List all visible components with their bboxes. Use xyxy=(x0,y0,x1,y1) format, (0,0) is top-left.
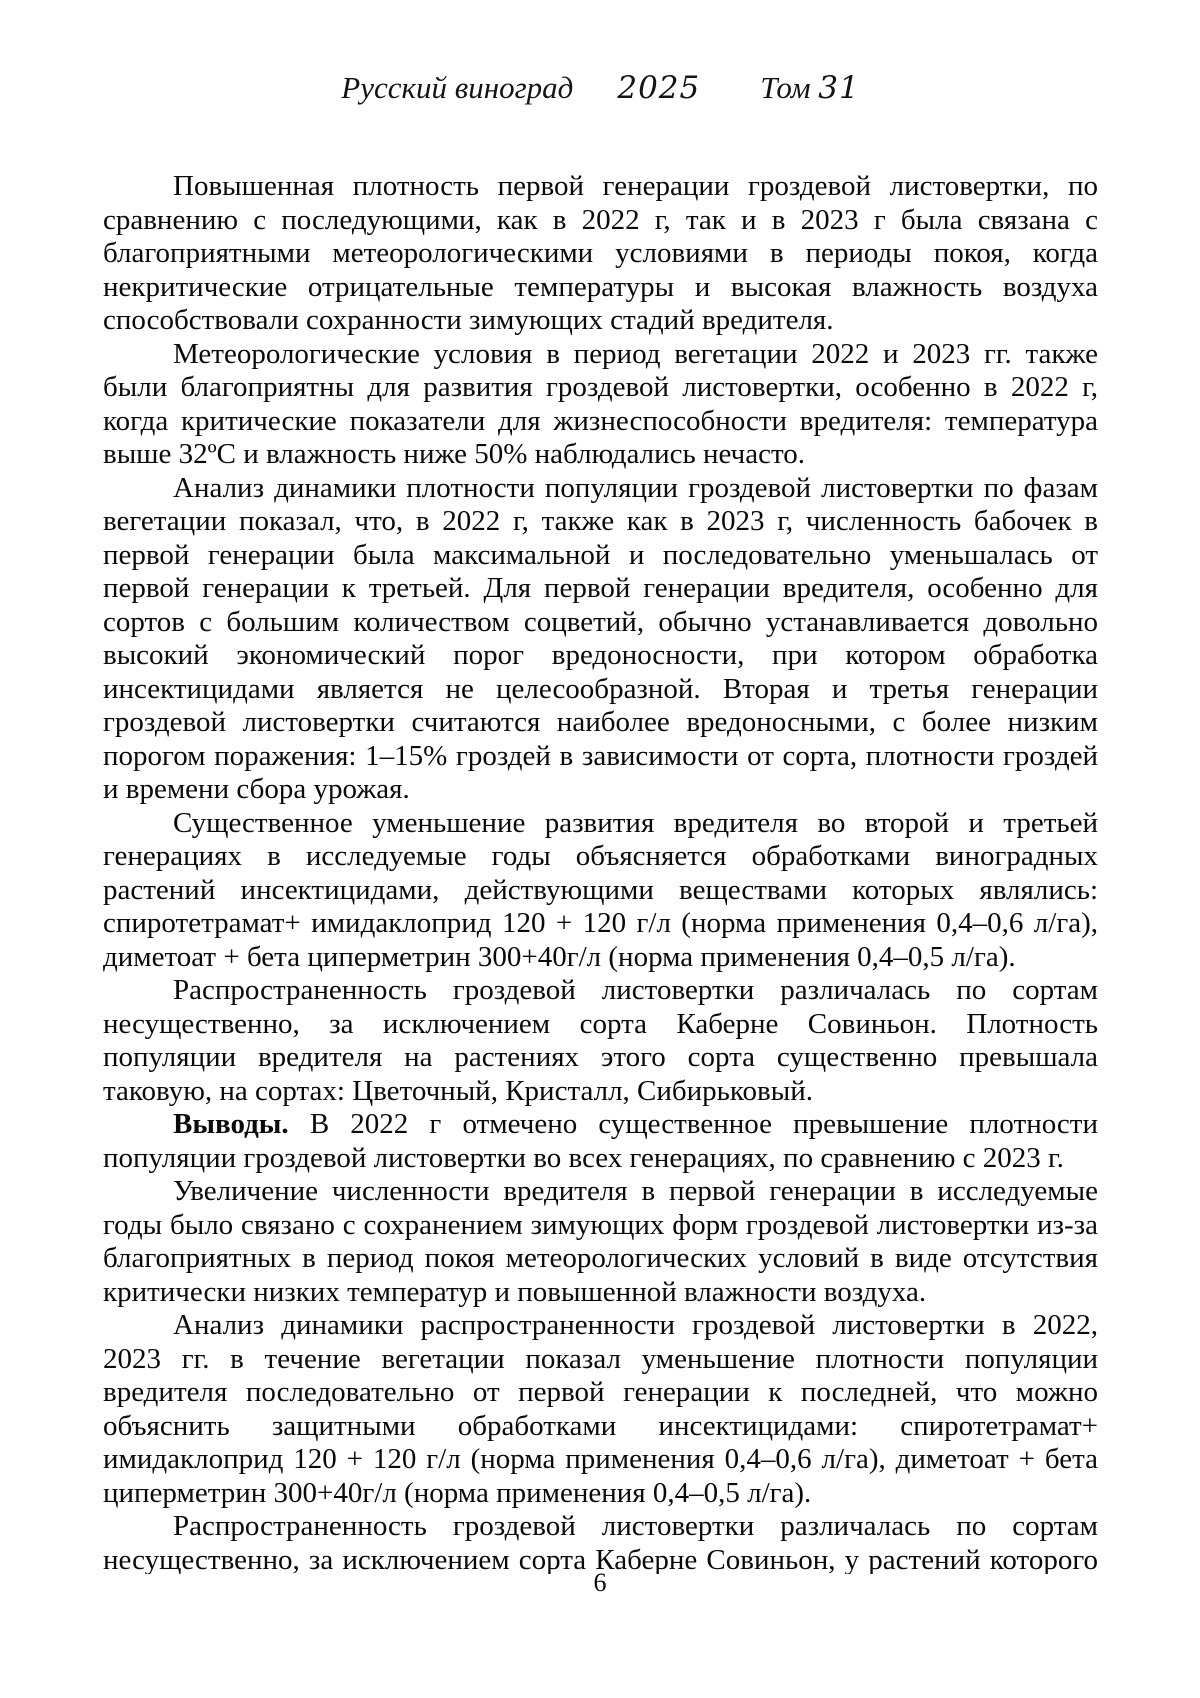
paragraph-conclusions xyxy=(103,1108,1098,1175)
conclusions-heading: Выводы. xyxy=(173,1108,289,1140)
volume-number: 31 xyxy=(818,70,860,106)
paragraph: Распространенность гроздевой листовертки различалась по сортам несущественно, за исключением сорта Каберне Совиньон. Плотность популяции вредителя на растениях этого сорта существенно превышала таковую, на сортах: Цветочный, Кристалл, Сибирьковый. xyxy=(103,974,1098,1107)
paragraph: Анализ динамики плотности популяции гроздевой листовертки по фазам вегетации показал, что, в 2022 г, также как в 2023 г, численность бабочек в первой генерации была максимальной и последовательно уменьшалась от первой генерации к третьей. Для первой генерации вредителя, особенно для сортов с большим количеством соцветий, обычно устанавливается довольно высокий экономический порог вредоносности, при котором обработка инсектицидами является не целесообразной. Вторая и третья генерации гроздевой листовертки считаются наиболее вредоносными, с более низким порогом поражения: 1–15% гроздей в зависимости от сорта, плотности гроздей и времени сбора урожая. xyxy=(103,471,1098,805)
journal-title: Русский виноград xyxy=(341,70,574,105)
journal-year: 2025 xyxy=(617,70,701,106)
paragraph: Распространенность гроздевой листовертки различалась по сортам несущественно, за исключением сорта Каберне Совиньон, у растений которого xyxy=(103,1510,1098,1574)
page-number: 6 xyxy=(593,1568,607,1597)
paragraph: Повышенная плотность первой генерации гроздевой листовертки, по сравнению с последующими, как в 2022 г, так и в 2023 г была связана с благоприятными метеорологическими условиями в периоды покоя, когда некритические отрицательные температуры и высокая влажность воздуха способствовали сохранности зимующих стадий вредителя. xyxy=(103,170,1098,336)
running-header xyxy=(103,70,1098,106)
volume-group xyxy=(760,70,859,105)
conclusions-text: В 2022 г отмечено существенное превышение плотности популяции гроздевой листовертки во всех генерациях, по сравнению с 2023 г. xyxy=(103,1108,1098,1174)
volume-label: Том xyxy=(760,70,811,105)
paragraph: Существенное уменьшение развития вредителя во второй и третьей генерациях в исследуемые годы объясняется обработками виноградных растений инсектицидами, действующими веществами которых являлись: спиротетрамат+ имидаклоприд 120 + 120 г/л (норма применения 0,4–0,6 л/га), диметоат + бета циперметрин 300+40г/л (норма применения 0,4–0,5 л/га). xyxy=(103,806,1098,973)
paragraph: Метеорологические условия в период вегетации 2022 и 2023 гг. также были благоприятны для развития гроздевой листовертки, особенно в 2022 г, когда критические показатели для жизнеспособности вредителя: температура выше 32ºС и влажность ниже 50% наблюдались нечасто. xyxy=(103,337,1098,470)
paragraph: Увеличение численности вредителя в первой генерации в исследуемые годы было связано с сохранением зимующих форм гроздевой листовертки из-за благоприятных в период покоя метеорологических условий в виде отсутствия критически низких температур и повышенной влажности воздуха. xyxy=(103,1175,1098,1308)
paragraph: Анализ динамики распространенности гроздевой листовертки в 2022, 2023 гг. в течение вегетации показал уменьшение плотности популяции вредителя последовательно от первой генерации к последней, что можно объяснить защитными обработками инсектицидами: спиротетрамат+ имидаклоприд 120 + 120 г/л (норма применения 0,4–0,6 л/га), диметоат + бета циперметрин 300+40г/л (норма применения 0,4–0,5 л/га). xyxy=(103,1309,1098,1509)
page-body xyxy=(103,170,1098,1574)
